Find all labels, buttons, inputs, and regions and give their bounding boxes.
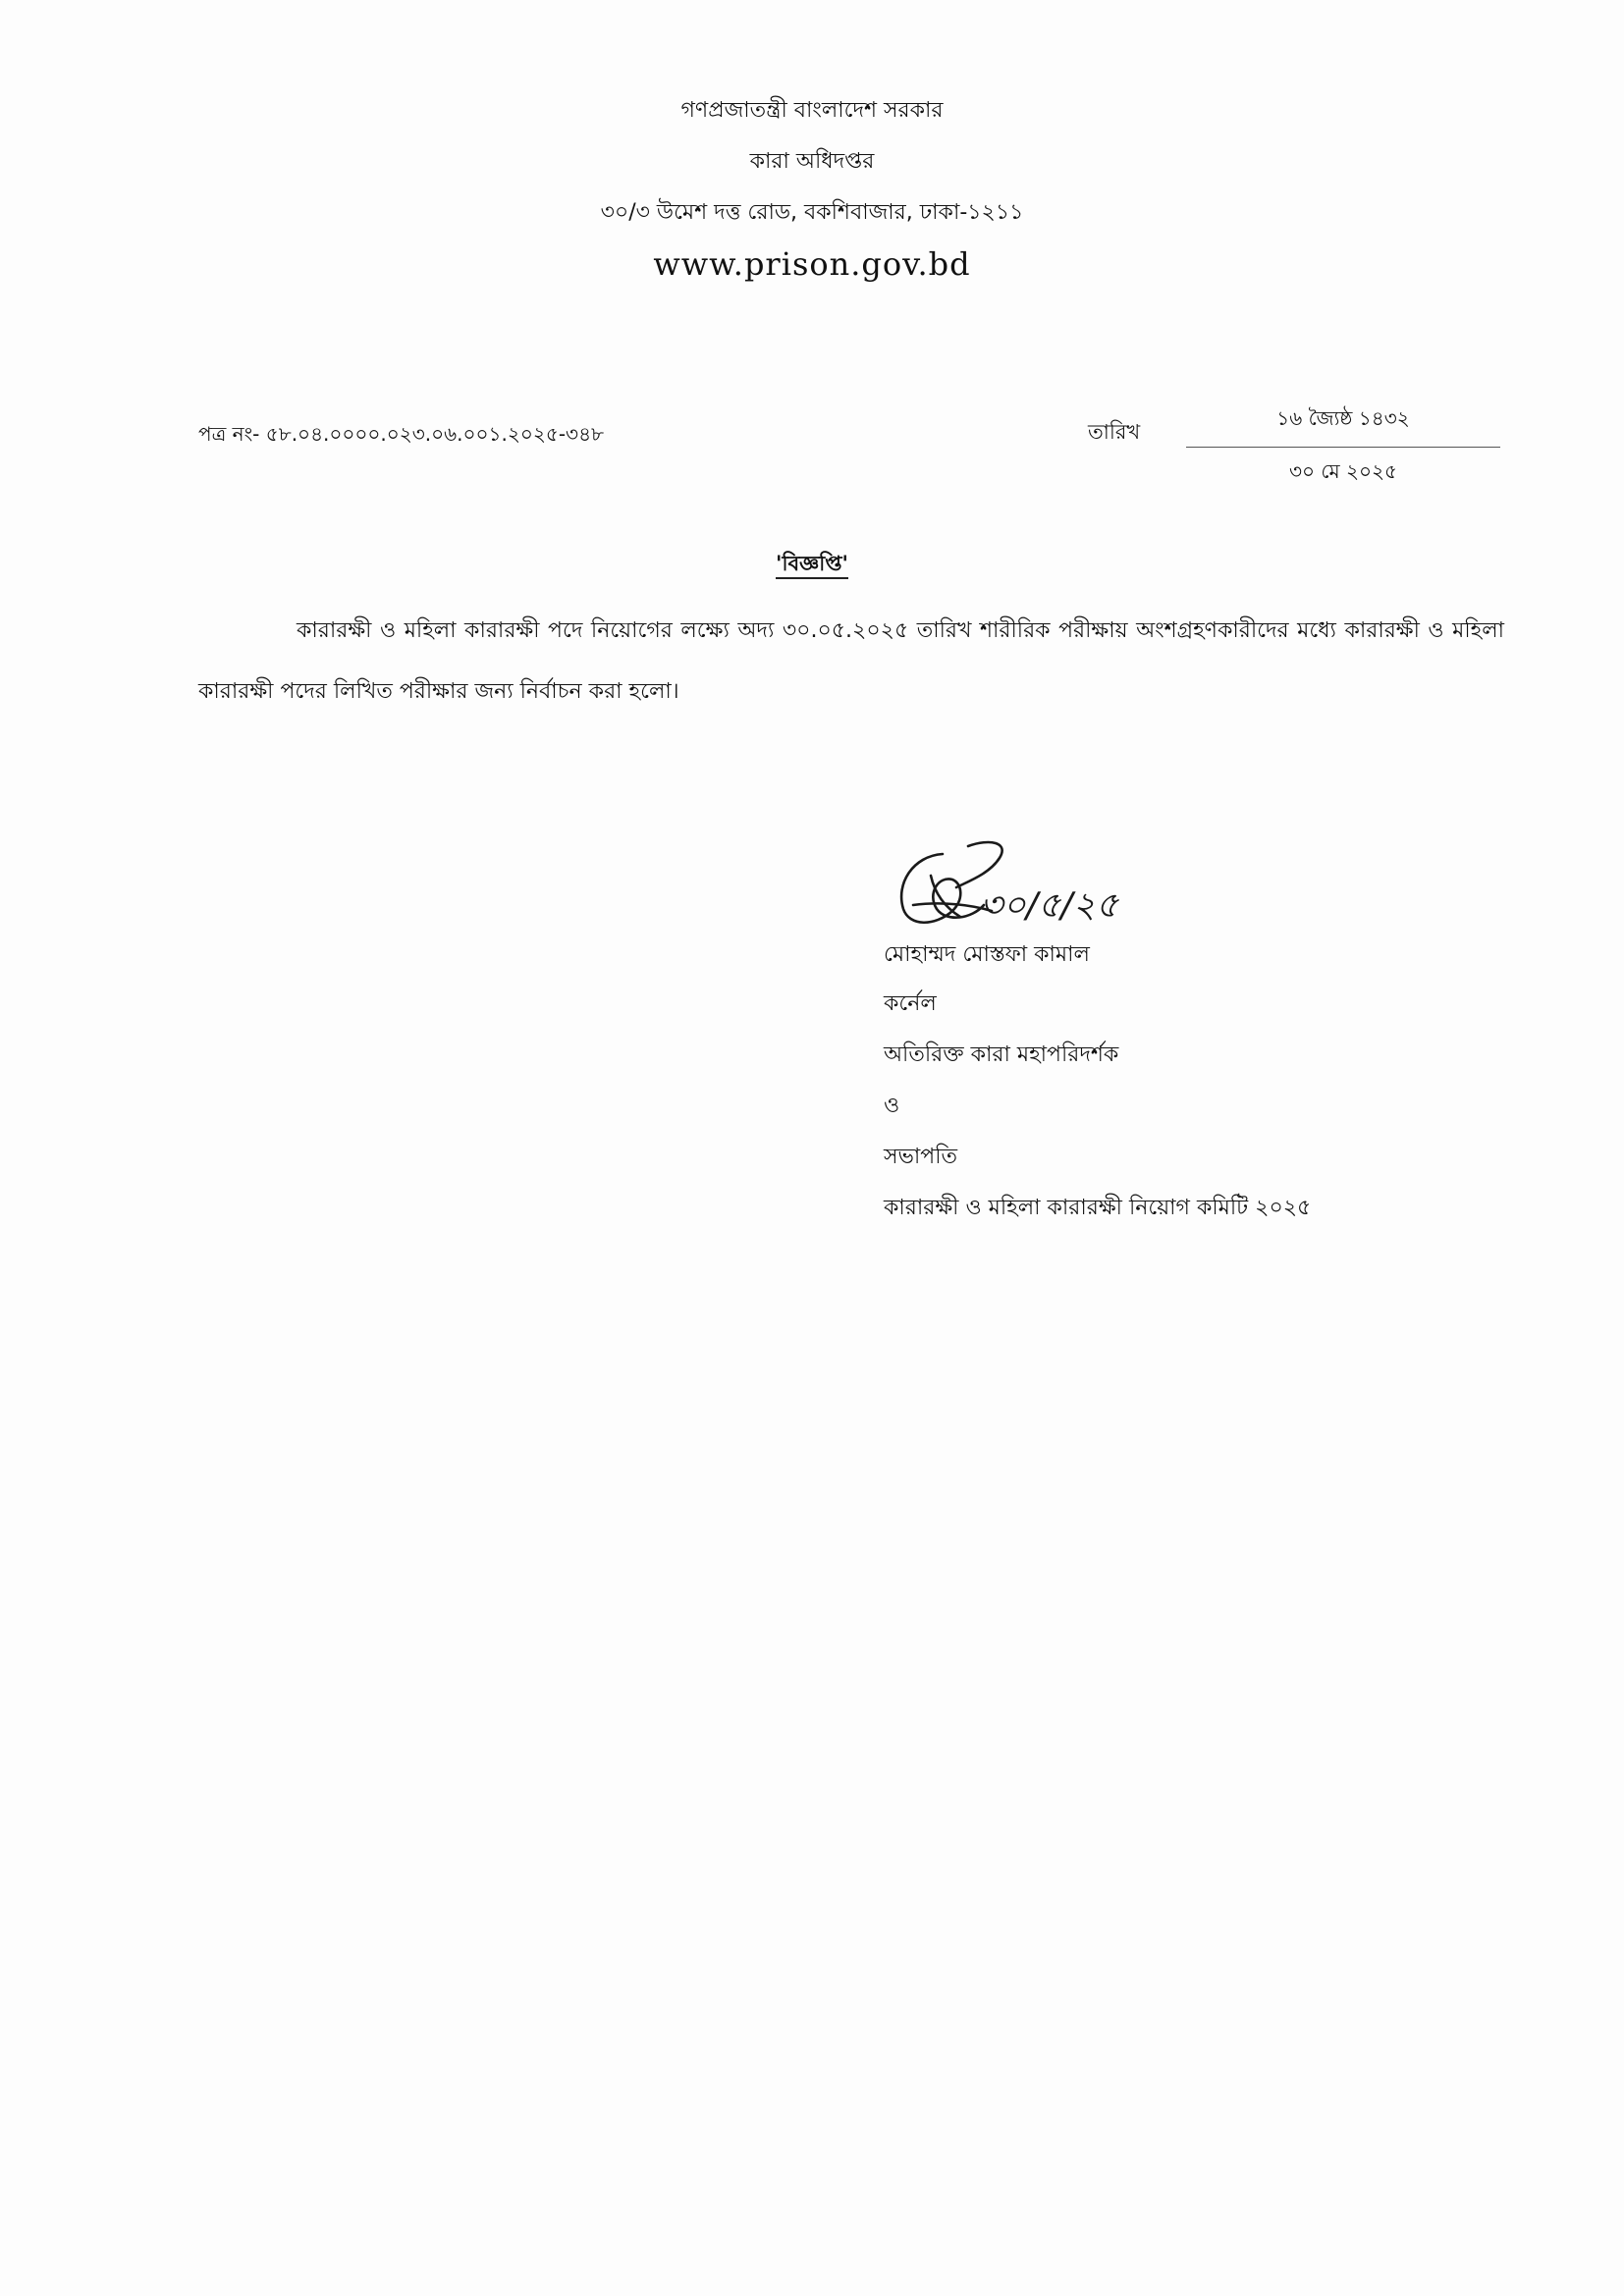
- date-bangla-calendar: ১৬ জ্যৈষ্ঠ ১৪৩২: [1186, 404, 1500, 448]
- department-name: কারা অধিদপ্তর: [749, 149, 875, 174]
- signatory-rank: কর্নেল: [884, 991, 937, 1016]
- office-address: ৩০/৩ উমেশ দত্ত রোড, বকশিবাজার, ঢাকা-১২১১: [600, 200, 1024, 225]
- signatory-designation: অতিরিক্ত কারা মহাপরিদর্শক: [884, 1042, 1119, 1067]
- signature-date: ৩০/৫/২৫: [980, 885, 1119, 926]
- notice-title: [0, 548, 1624, 582]
- date-block: [1186, 404, 1500, 490]
- government-name: গণপ্রজাতন্ত্রী বাংলাদেশ সরকার: [680, 98, 944, 123]
- notice-body: কারারক্ষী ও মহিলা কারারক্ষী পদে নিয়োগের লক্ষ্যে অদ্য ৩০.০৫.২০২৫ তারিখ শারীরিক পরীক্ষায় অংশগ্রহণকারীদের মধ্যে কারারক্ষী ও মহিলা কারারক্ষী পদের লিখিত পরীক্ষার জন্য নির্বাচন করা হলো।: [198, 618, 1504, 704]
- date-gregorian: ৩০ মে ২০২৫: [1289, 459, 1397, 483]
- letterhead: [0, 96, 1624, 283]
- signatory-block: [884, 940, 1311, 1245]
- notice-title-text: 'বিজ্ঞপ্তি': [776, 552, 848, 579]
- website-link[interactable]: www.prison.gov.bd: [653, 245, 971, 283]
- signatory-committee: কারারক্ষী ও মহিলা কারারক্ষী নিয়োগ কমিটি ২০২৫: [884, 1196, 1312, 1220]
- signatory-role: সভাপতি: [884, 1145, 958, 1169]
- signatory-conjunction: ও: [884, 1094, 900, 1118]
- memo-reference: পত্র নং- ৫৮.০৪.০০০০.০২৩.০৬.০০১.২০২৫-৩৪৮: [198, 422, 605, 446]
- handwritten-signature: [874, 836, 1227, 944]
- date-label: তারিখ: [1088, 420, 1141, 444]
- signatory-name: মোহাম্মদ মোস্তফা কামাল: [884, 942, 1090, 967]
